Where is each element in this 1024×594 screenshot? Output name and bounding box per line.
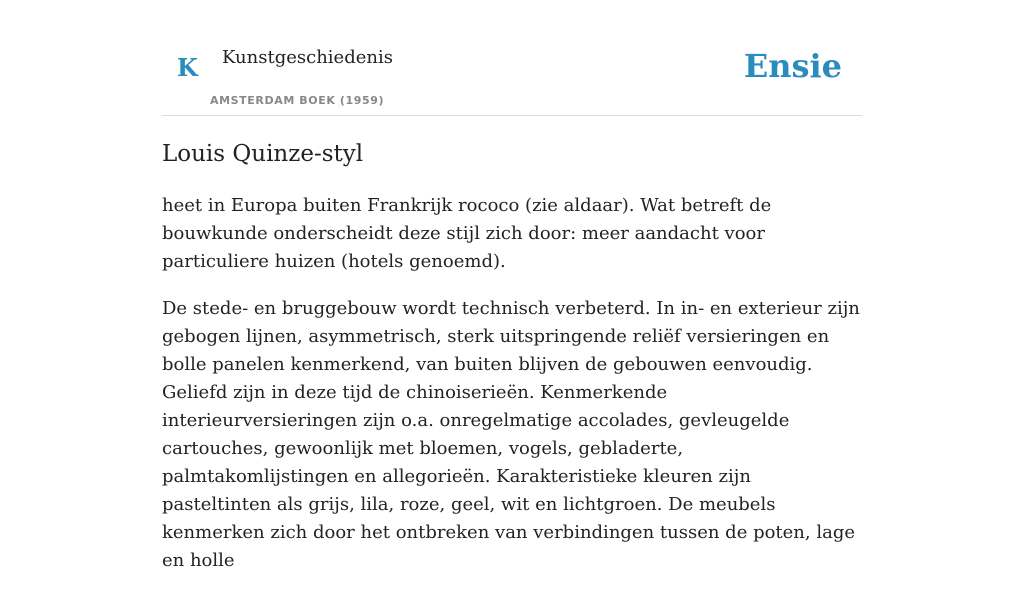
source-label: AMSTERDAM BOEK (1959) <box>210 94 385 107</box>
header <box>162 38 862 116</box>
brand-logo[interactable]: Ensie <box>743 47 842 85</box>
category-link[interactable]: Kunstgeschiedenis <box>222 47 393 68</box>
category-logo[interactable]: K <box>177 53 198 82</box>
article-title: Louis Quinze-styl <box>162 141 364 167</box>
article-paragraph: De stede- en bruggebouw wordt technisch verbeterd. In in- en exterieur zijn gebogen lijnen, asymmetrisch, sterk uitspringende reliëf versieringen en bolle panelen kenmerkend, van buiten blijven de gebouwen eenvoudig. Geliefd zijn in deze tijd de chinoiserieën. Kenmerkende interieurversieringen zijn o.a. onregelmatige accolades, gevleugelde cartouches, gewoonlijk met bloemen, vogels, gebladerte, palmtakomlijstingen en allegorieën. Karakteristieke kleuren zijn pasteltinten als grijs, lila, roze, geel, wit en lichtgroen. De meubels kenmerken zich door het ontbreken van verbindingen tussen de poten, lage en holle <box>162 298 860 571</box>
article-body <box>162 192 862 594</box>
article-page <box>162 0 862 571</box>
article-paragraph: heet in Europa buiten Frankrijk rococo (zie aldaar). Wat betreft de bouwkunde onderscheidt deze stijl zich door: meer aandacht voor particuliere huizen (hotels genoemd). <box>162 195 772 272</box>
